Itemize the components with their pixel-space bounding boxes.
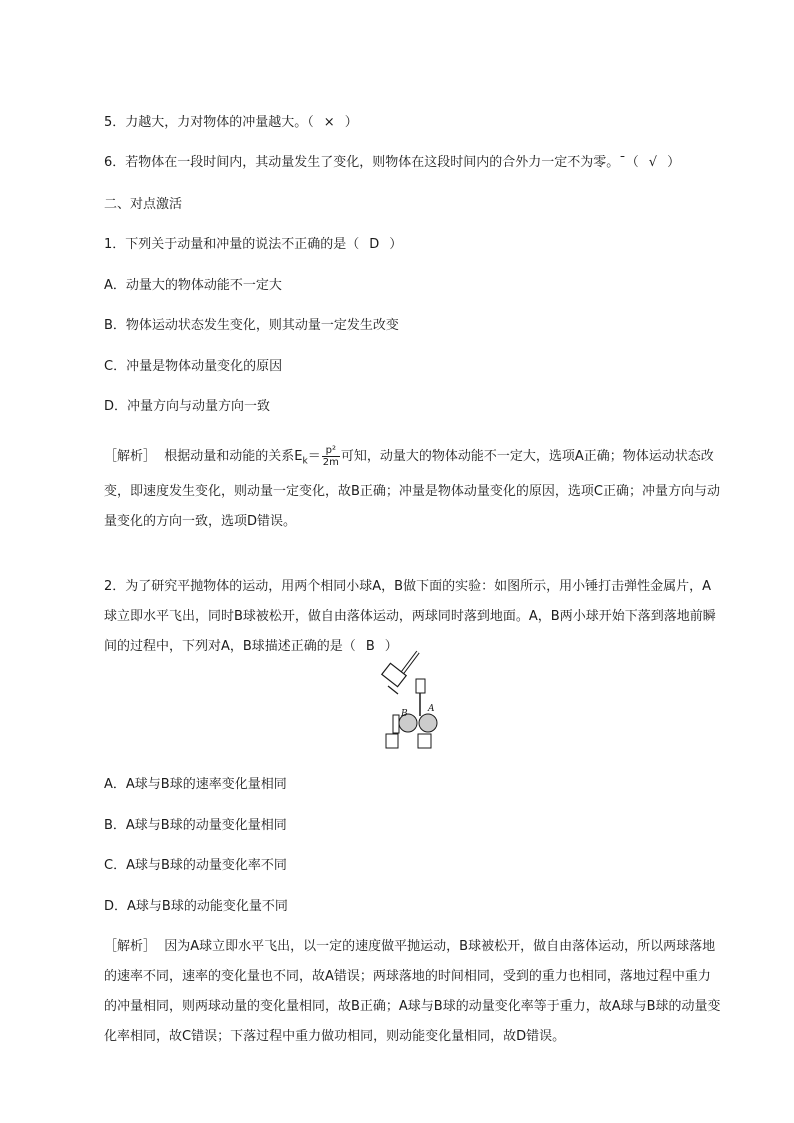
- fraction-denominator: 2m: [322, 457, 339, 468]
- experiment-figure: [378, 646, 448, 751]
- question-2-analysis-tag: ［解析］: [104, 939, 157, 954]
- question-1-analysis-post: 可知，动量大的物体动能不一定大，选项A正确；物体运动状态改变，即速度发生变化，则动量一定变化，故B正确；冲量是物体动量变化的原因，选项C正确；冲量方向与动量变化的方向一致，选项D错误。: [104, 449, 720, 529]
- question-1-option-c: C．冲量是物体动量变化的原因: [104, 359, 283, 374]
- fraction-numerator: p²: [322, 445, 340, 457]
- question-6-answer: √: [648, 155, 658, 170]
- question-1-option-a: A．动量大的物体动能不一定大: [104, 278, 282, 293]
- question-1-analysis-tag: ［解析］: [104, 449, 157, 464]
- question-1-analysis-eq: ＝: [307, 449, 321, 464]
- right-stand-icon: [418, 734, 431, 748]
- question-1-stem: [104, 236, 402, 254]
- ball-b-label: B: [401, 709, 408, 719]
- question-1-analysis-pre: 根据动量和动能的关系E: [164, 449, 303, 464]
- ball-a-icon: [419, 714, 437, 732]
- question-5-close: ）: [344, 115, 358, 130]
- question-6-text: 6．若物体在一段时间内，其动量发生了变化，则物体在这段时间内的合外力一定不为零。: [104, 155, 620, 170]
- question-6: [104, 154, 680, 172]
- question-2-analysis: [104, 932, 722, 1052]
- question-1-analysis-sub: k: [302, 456, 308, 467]
- left-stand-icon: [386, 734, 398, 748]
- question-2-answer: B: [365, 639, 375, 654]
- question-2-stem-text: 2．为了研究平抛物体的运动，用两个相同小球A，B做下面的实验：如图所示，用小锤打击弹性金属片，A球立即水平飞出，同时B球被松开，做自由落体运动，两球同时落到地面。A，B两小球开始下落到落地前瞬间的过程中，下列对A，B球描述正确的是（: [104, 579, 716, 654]
- kinetic-energy-fraction: [322, 445, 340, 468]
- question-2-option-d: D．A球与B球的动能变化量不同: [104, 899, 288, 914]
- question-2-close: ）: [384, 639, 398, 654]
- question-1-stem-text: 1．下列关于动量和冲量的说法不正确的是（: [104, 237, 360, 252]
- question-2-analysis-text: 因为A球立即水平飞出，以一定的速度做平抛运动，B球被松开，做自由落体运动，所以两球落地的速率不同，速率的变化量也不同，故A错误；两球落地的时间相同，受到的重力也相同，落地过程中重力的冲量相同，则两球动量的变化量相同，故B正确；A球与B球的动量变化率等于重力，故A球与B球的动量变化率相同，故C错误；下落过程中重力做功相同，则动能变化量相同，故D错误。: [104, 939, 721, 1044]
- question-5-text: 5．力越大，力对物体的冲量越大。（: [104, 115, 314, 130]
- question-1-option-b: B．物体运动状态发生变化，则其动量一定发生改变: [104, 318, 399, 333]
- question-6-mark: ˉ: [619, 155, 626, 170]
- question-6-open: （: [625, 155, 639, 170]
- question-5: [104, 114, 358, 132]
- question-2-option-b: B．A球与B球的动量变化量相同: [104, 818, 287, 833]
- question-6-close: ）: [667, 155, 681, 170]
- question-1-analysis: [104, 442, 722, 537]
- clamp-icon: [393, 715, 399, 733]
- question-1-answer: D: [369, 237, 380, 252]
- section-title: 二、对点激活: [104, 197, 183, 212]
- question-5-answer: ×: [323, 115, 335, 130]
- question-1-close: ）: [389, 237, 403, 252]
- question-2-option-c: C．A球与B球的动量变化率不同: [104, 858, 287, 873]
- hammer-icon: [382, 652, 418, 694]
- top-post-icon: [416, 679, 425, 693]
- question-2-option-a: A．A球与B球的速率变化量相同: [104, 777, 287, 792]
- ball-a-label: A: [428, 704, 435, 714]
- question-1-option-d: D．冲量方向与动量方向一致: [104, 399, 271, 414]
